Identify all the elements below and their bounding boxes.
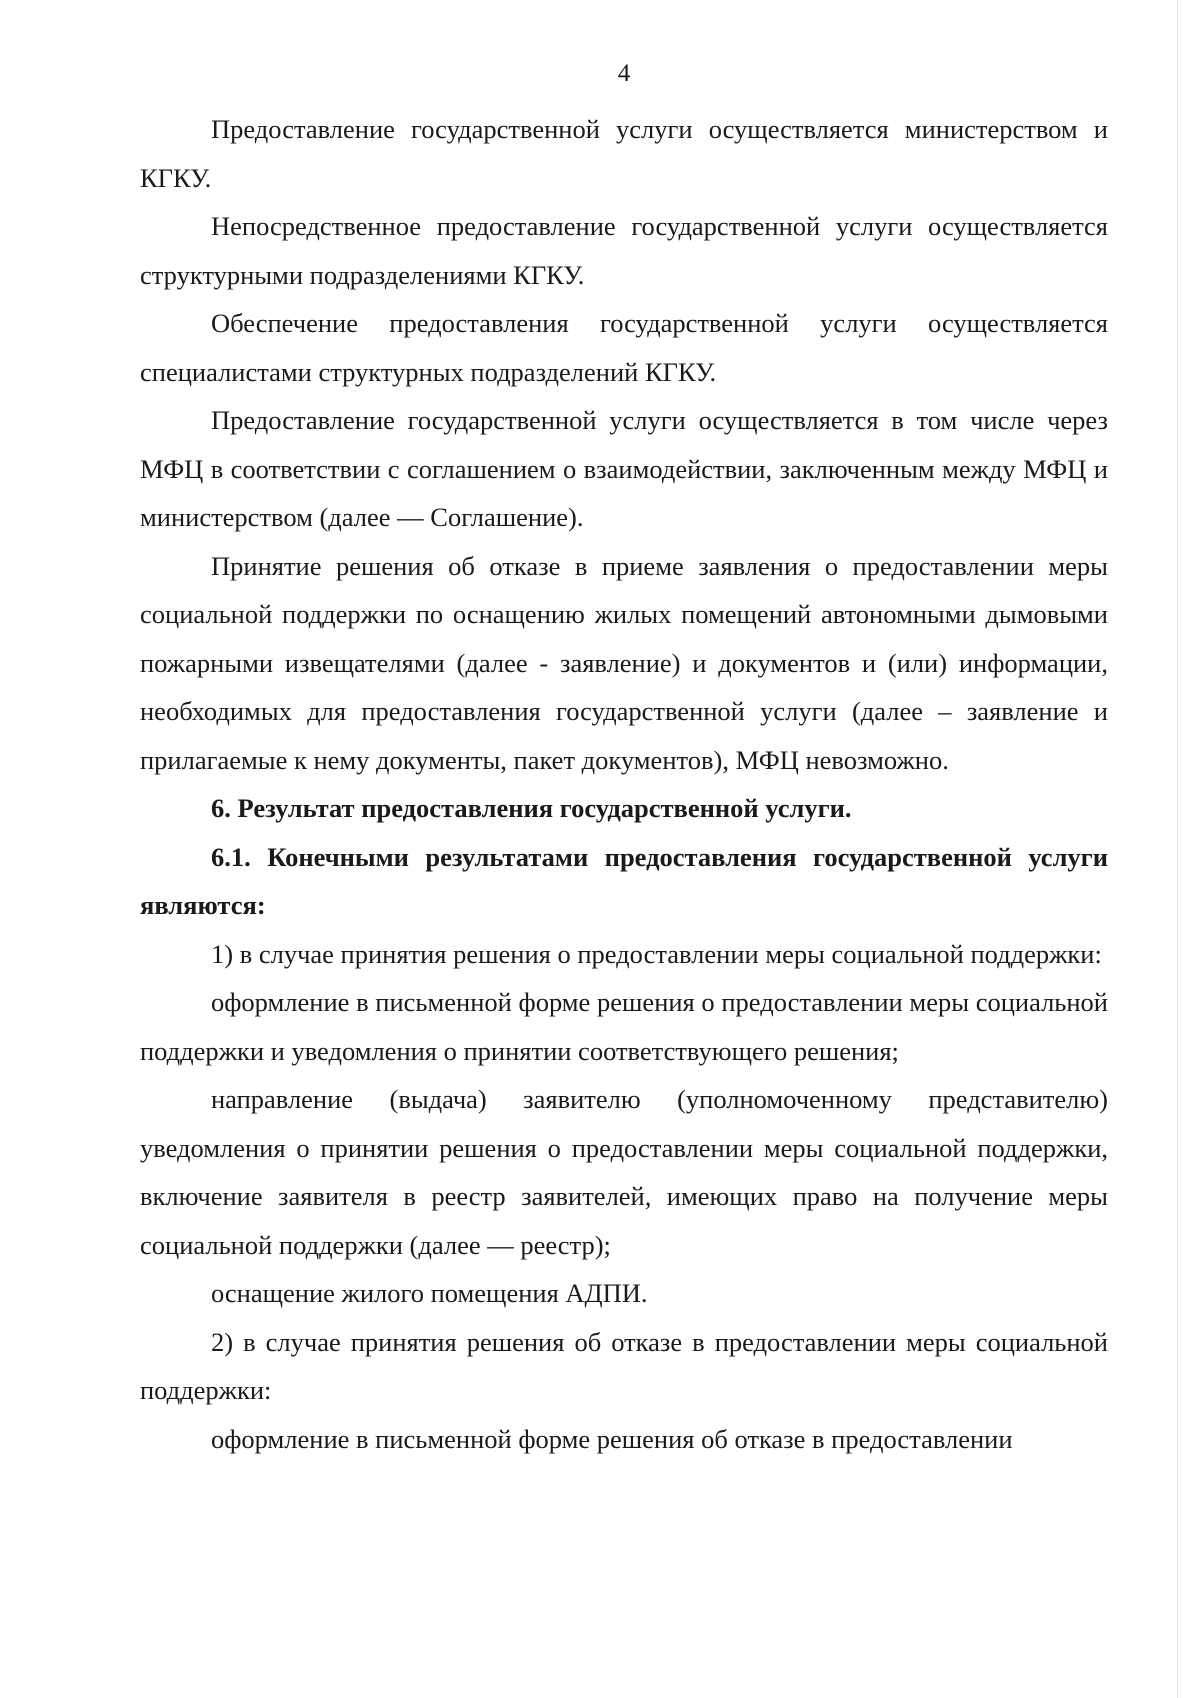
paragraph: Предоставление государственной услуги осуществляется министерством и КГКУ. bbox=[140, 114, 1108, 193]
paragraph: оснащение жилого помещения АДПИ. bbox=[211, 1278, 648, 1308]
list-item: 2) в случае принятия решения об отказе в предоставлении меры социальной поддержки: bbox=[140, 1326, 1108, 1405]
section-heading: 6. Результат предоставления государственной услуги. bbox=[211, 793, 852, 823]
paragraph: оформление в письменной форме решения о предоставлении меры социальной поддержки и уведомления о принятии соответствующего решения; bbox=[140, 987, 1108, 1066]
paragraph: оформление в письменной форме решения об отказе в предоставлении bbox=[211, 1423, 1013, 1454]
paragraph: Предоставление государственной услуги осуществляется в том числе через МФЦ в соответствии с соглашением о взаимодействии, заключенным между МФЦ и министерством (далее — Соглашение). bbox=[140, 405, 1108, 532]
list-item: 1) в случае принятия решения о предоставлении меры социальной поддержки: bbox=[211, 938, 1102, 969]
document-body bbox=[140, 105, 1108, 1463]
page-number: 4 bbox=[617, 60, 631, 87]
paragraph: направление (выдача) заявителю (уполномоченному представителю) уведомления о принятии решения о предоставлении меры социальной поддержки, включение заявителя в реестр заявителей, имеющих право на получение меры социальной поддержки (далее — реестр); bbox=[140, 1084, 1108, 1260]
scan-edge-line bbox=[1177, 0, 1178, 1698]
paragraph: Непосредственное предоставление государственной услуги осуществляется структурными подразделениями КГКУ. bbox=[140, 211, 1108, 290]
subsection-heading: 6.1. Конечными результатами предоставления государственной услуги являются: bbox=[140, 841, 1108, 920]
paragraph: Принятие решения об отказе в приеме заявления о предоставлении меры социальной поддержки по оснащению жилых помещений автономными дымовыми пожарными извещателями (далее - заявление) и документов и (или) информации, необходимых для предоставления государственной услуги (далее – заявление и прилагаемые к нему документы, пакет документов), МФЦ невозможно. bbox=[140, 550, 1108, 775]
paragraph: Обеспечение предоставления государственной услуги осуществляется специалистами структурных подразделений КГКУ. bbox=[140, 308, 1108, 387]
